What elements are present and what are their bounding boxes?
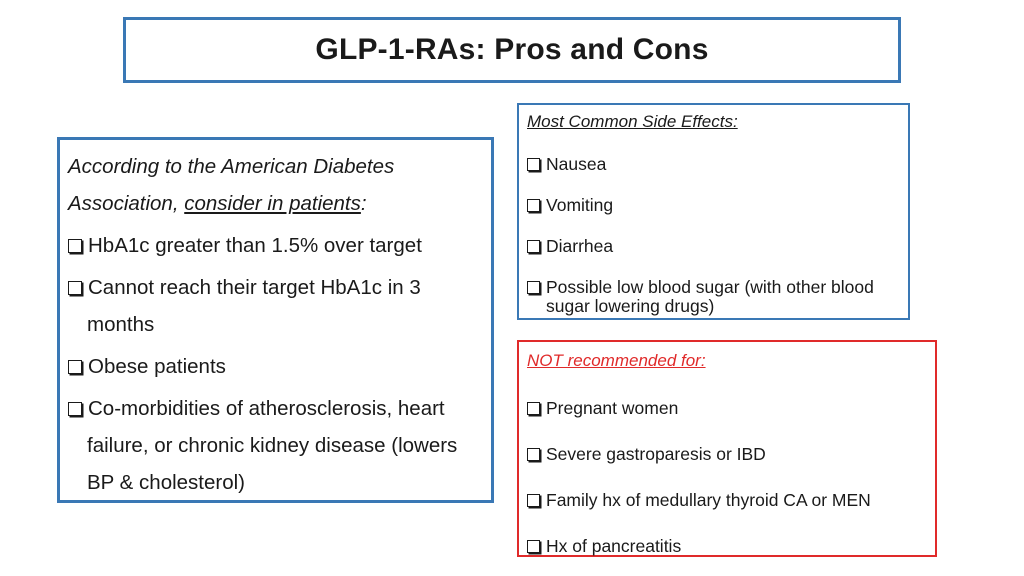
checkbox-bullet-icon [68,360,82,374]
list-item: Family hx of medullary thyroid CA or MEN [527,491,927,510]
checkbox-bullet-icon [527,448,540,461]
list-item: Hx of pancreatitis [527,537,927,556]
list-item: HbA1c greater than 1.5% over target [68,227,483,264]
side-effects-heading: Most Common Side Effects: [527,112,738,131]
list-item: Possible low blood sugar (with other blood sugar lowering drugs) [527,278,900,316]
list-item: Severe gastroparesis or IBD [527,445,927,464]
list-item: Co-morbidities of atherosclerosis, heart failure, or chronic kidney disease (lowers BP & cholesterol) [68,390,483,501]
checkbox-bullet-icon [68,239,82,253]
checkbox-bullet-icon [527,199,540,212]
intro-suffix: : [360,192,367,215]
list-item: Nausea [527,155,900,174]
list-item: Diarrhea [527,237,900,256]
not-recommended-box [517,340,937,557]
checkbox-bullet-icon [527,240,540,253]
indications-intro [68,148,483,222]
list-item: Vomiting [527,196,900,215]
checkbox-bullet-icon [527,281,540,294]
side-effects-box [517,103,910,320]
checkbox-bullet-icon [527,402,540,415]
title-box [123,17,901,83]
page-title: GLP-1-RAs: Pros and Cons [315,33,709,66]
intro-underlined: consider in patients [184,192,361,215]
not-recommended-heading: NOT recommended for: [527,351,706,370]
indications-box [57,137,494,503]
list-item: Obese patients [68,348,483,385]
checkbox-bullet-icon [68,281,82,295]
intro-prefix: According to the American Diabetes Association, [68,155,395,215]
checkbox-bullet-icon [527,540,540,553]
list-item: Pregnant women [527,399,927,418]
checkbox-bullet-icon [527,158,540,171]
list-item: Cannot reach their target HbA1c in 3 months [68,269,483,343]
checkbox-bullet-icon [68,402,82,416]
checkbox-bullet-icon [527,494,540,507]
